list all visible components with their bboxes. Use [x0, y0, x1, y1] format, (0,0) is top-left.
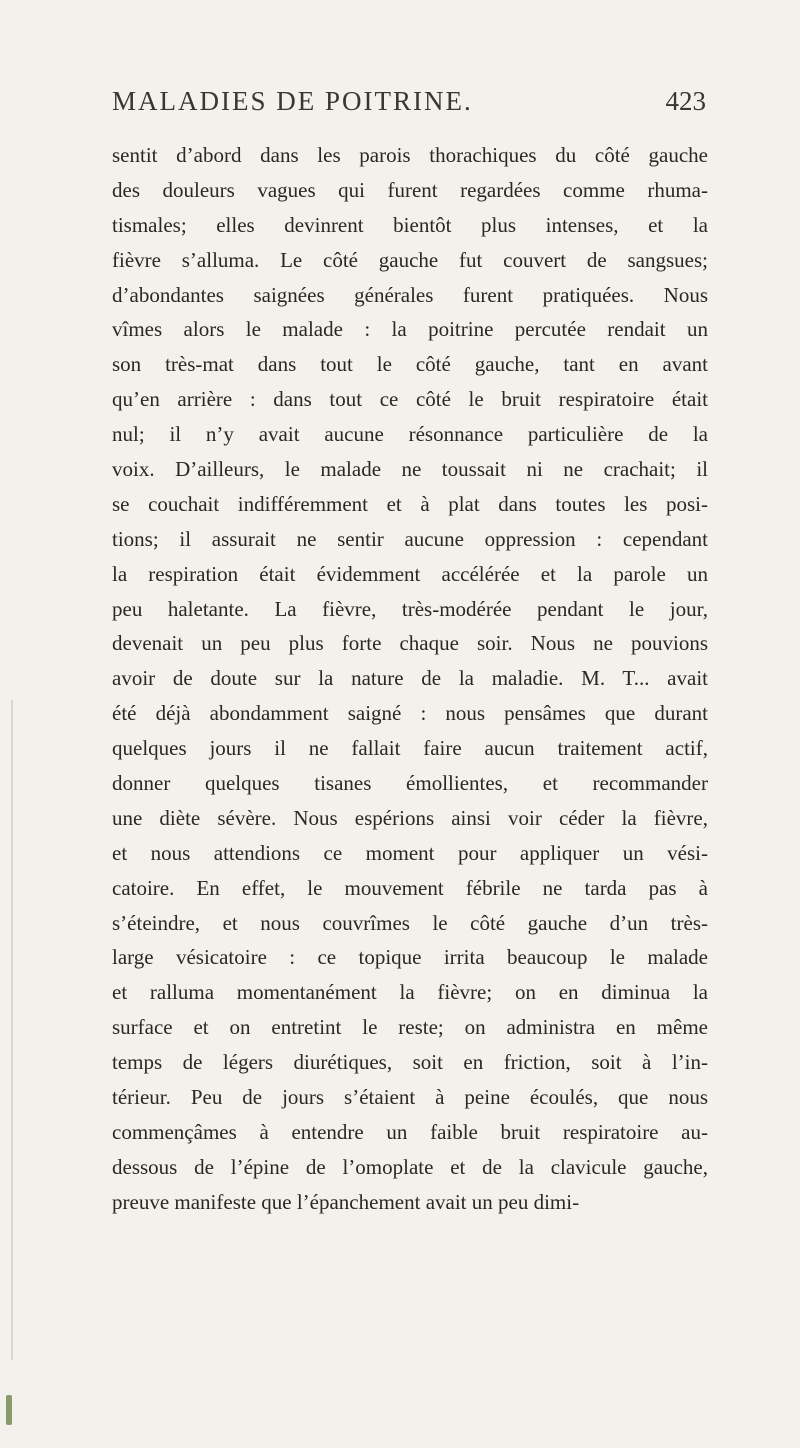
text-line: commençâmes à entendre un faible bruit respiratoire au- — [112, 1119, 708, 1144]
text-line: des douleurs vagues qui furent regardées comme rhuma- — [112, 177, 708, 202]
page-number: 423 — [665, 86, 706, 116]
text-line: temps de légers diurétiques, soit en friction, soit à l’in- — [112, 1050, 708, 1075]
running-head: MALADIES DE POITRINE. — [112, 86, 473, 116]
text-line: peu haletante. La fièvre, très-modérée pendant le jour, — [112, 596, 708, 621]
text-line: quelques jours il ne fallait faire aucun traitement actif, — [112, 736, 708, 761]
page-header — [112, 86, 706, 126]
text-line: s’éteindre, et nous couvrîmes le côté gauche d’un très- — [112, 910, 708, 935]
text-line: fièvre s’alluma. Le côté gauche fut couvert de sangsues; — [112, 247, 708, 272]
text-line: se couchait indifféremment et à plat dans toutes les posi- — [112, 491, 708, 516]
text-line: tions; il assurait ne sentir aucune oppression : cependant — [112, 526, 708, 551]
text-line: une diète sévère. Nous espérions ainsi voir céder la fièvre, — [112, 805, 708, 830]
text-line: térieur. Peu de jours s’étaient à peine écoulés, que nous — [112, 1085, 708, 1110]
text-line: voix. D’ailleurs, le malade ne toussait ni ne crachait; il — [112, 457, 708, 482]
text-line: et ralluma momentanément la fièvre; on en diminua la — [112, 980, 708, 1005]
corner-mark — [6, 1395, 12, 1425]
text-line: preuve manifeste que l’épanchement avait un peu dimi- — [112, 1189, 580, 1214]
text-line: surface et on entretint le reste; on administra en même — [112, 1015, 708, 1040]
text-line: large vésicatoire : ce topique irrita beaucoup le malade — [112, 945, 708, 970]
text-line: d’abondantes saignées générales furent pratiquées. Nous — [112, 282, 708, 307]
text-line: nul; il n’y avait aucune résonnance particulière de la — [112, 422, 708, 447]
text-line: et nous attendions ce moment pour appliquer un vési- — [112, 840, 708, 865]
text-line: son très-mat dans tout le côté gauche, tant en avant — [112, 352, 708, 377]
text-line: été déjà abondamment saigné : nous pensâmes que durant — [112, 701, 708, 726]
text-line: qu’en arrière : dans tout ce côté le bruit respiratoire était — [112, 387, 708, 412]
text-line: catoire. En effet, le mouvement fébrile ne tarda pas à — [112, 875, 708, 900]
text-line: sentit d’abord dans les parois thorachiques du côté gauche — [112, 143, 708, 167]
text-line: vîmes alors le malade : la poitrine percutée rendait un — [112, 317, 708, 342]
body-text — [112, 138, 708, 1220]
text-line: devenait un peu plus forte chaque soir. Nous ne pouvions — [112, 631, 708, 656]
binding-shadow — [11, 700, 13, 1360]
text-line: la respiration était évidemment accélérée et la parole un — [112, 561, 708, 586]
text-line: tismales; elles devinrent bientôt plus intenses, et la — [112, 212, 708, 237]
text-line: dessous de l’épine de l’omoplate et de la clavicule gauche, — [112, 1154, 708, 1179]
text-line: donner quelques tisanes émollientes, et recommander — [112, 771, 708, 796]
text-line: avoir de doute sur la nature de la maladie. M. T... avait — [112, 666, 708, 691]
